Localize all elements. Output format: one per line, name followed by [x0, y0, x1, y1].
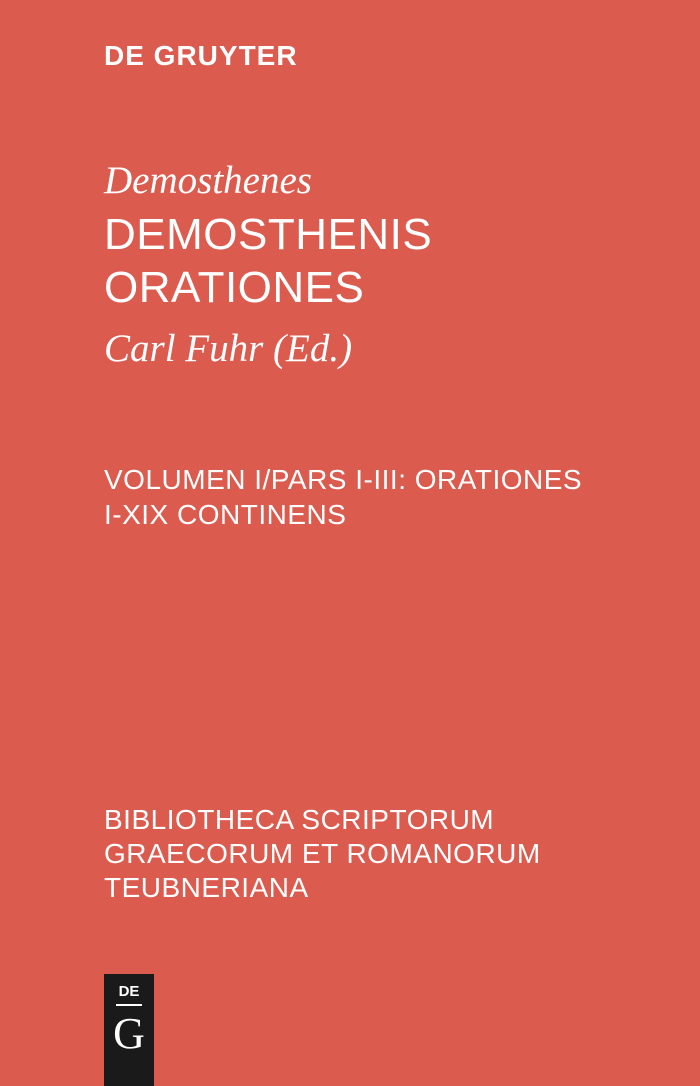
logo-de-text: DE	[118, 983, 140, 1000]
volume-subtitle-line: VOLUMEN I/PARS I-III: ORATIONES	[104, 464, 583, 495]
logo-g-letter: G	[113, 1009, 145, 1058]
publisher-name: DE GRUYTER	[104, 40, 298, 71]
volume-subtitle-line: I-XIX CONTINENS	[104, 499, 347, 530]
book-title-line: ORATIONES	[104, 263, 365, 312]
author-name: Demosthenes	[104, 159, 312, 202]
series-name-line: TEUBNERIANA	[104, 872, 309, 903]
series-name-line: GRAECORUM ET ROMANORUM	[104, 838, 541, 869]
book-title	[104, 208, 664, 314]
series-name-line: BIBLIOTHECA SCRIPTORUM	[104, 804, 495, 835]
de-gruyter-logo-icon	[104, 974, 154, 1086]
logo-divider	[116, 1004, 142, 1006]
book-title-line: DEMOSTHENIS	[104, 210, 433, 259]
editor-name: Carl Fuhr (Ed.)	[104, 327, 353, 370]
series-name	[104, 803, 644, 905]
volume-subtitle	[104, 462, 674, 532]
